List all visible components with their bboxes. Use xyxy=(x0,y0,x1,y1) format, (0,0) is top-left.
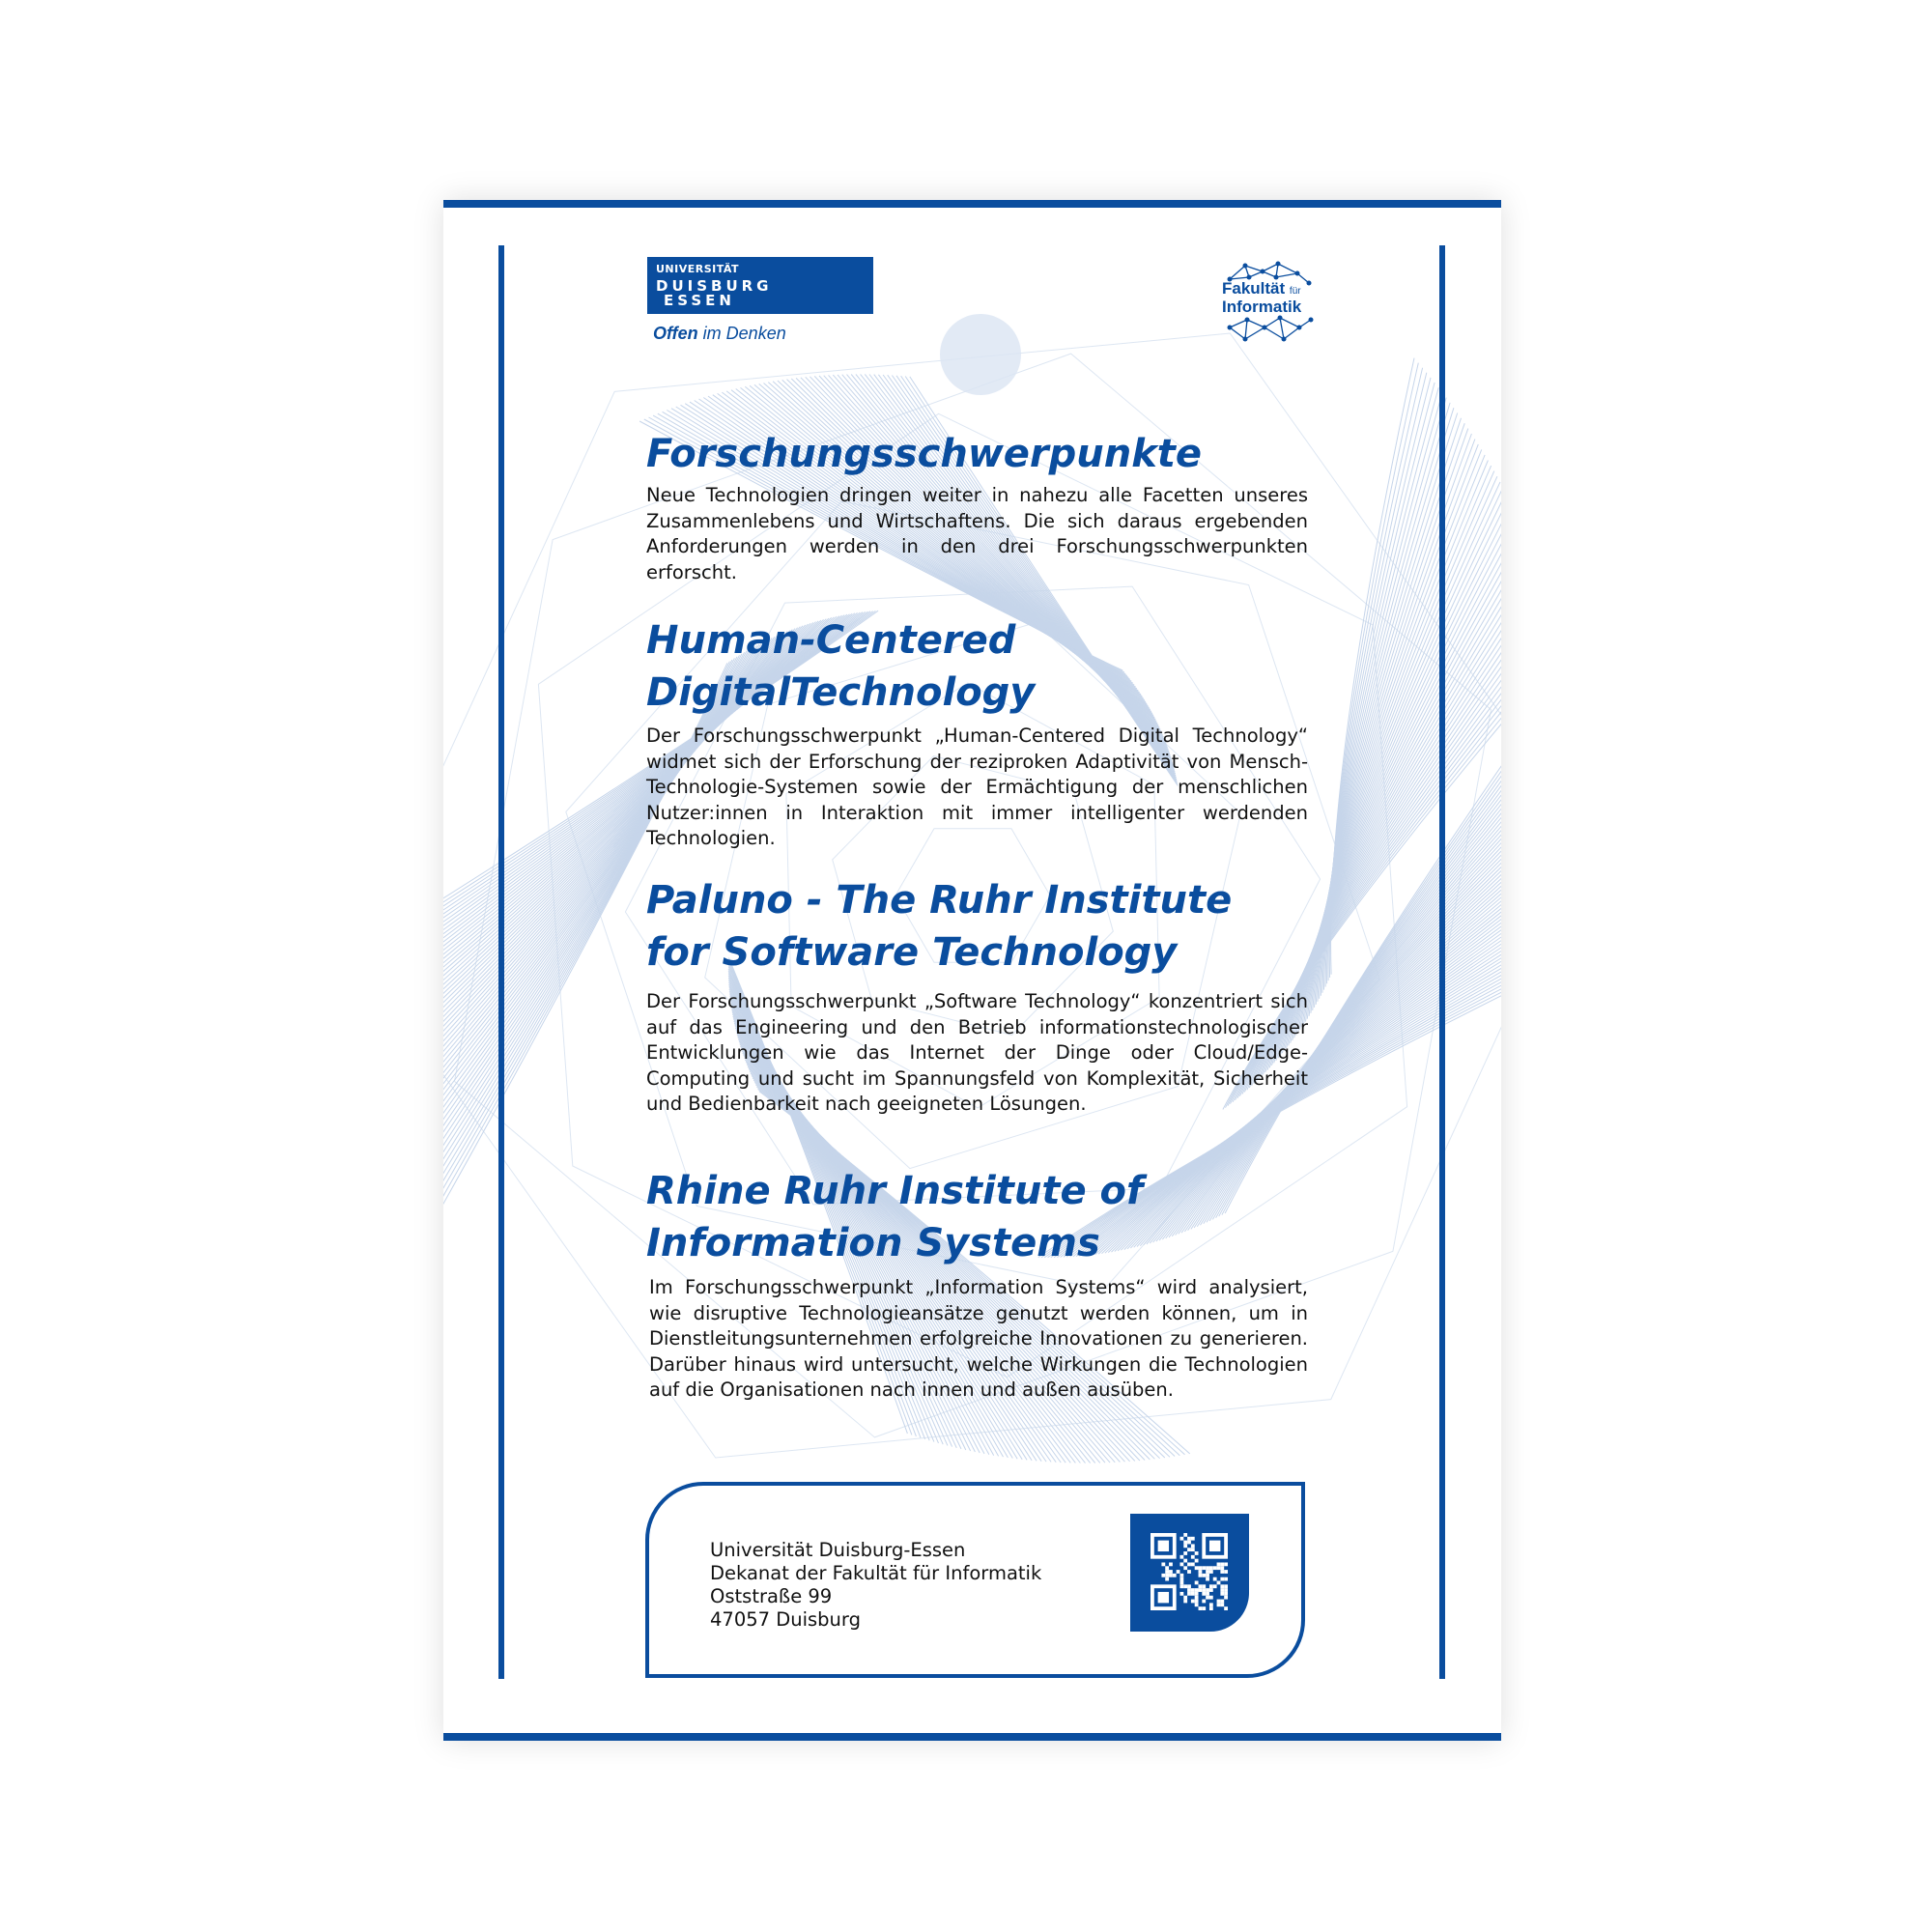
university-logo-line3: ESSEN xyxy=(664,292,735,309)
faculty-logo-line1: Fakultät für xyxy=(1222,279,1301,298)
university-logo xyxy=(647,257,873,314)
heading-paluno: Paluno - The Ruhr Institute for Software Technology xyxy=(646,878,1233,975)
left-frame-line xyxy=(498,245,504,1679)
contact-line-city: 47057 Duisburg xyxy=(710,1608,861,1631)
tagline-bold: Offen xyxy=(653,324,698,343)
faculty-logo-small: für xyxy=(1289,286,1301,297)
human-centered-paragraph: Der Forschungsschwerpunkt „Human-Centered Digital Technology“ widmet sich der Erforschung der reziproken Adaptivität von Mensch-Technologie-Systemen sowie der Ermächtigung der menschlichen Nutzer:innen in Interaktion mit immer intelligenter werdenden Technologien. xyxy=(646,724,1308,849)
contact-line-dekanat: Dekanat der Fakultät für Informatik xyxy=(710,1562,1042,1584)
right-frame-line xyxy=(1439,245,1445,1679)
rhine-ruhr-paragraph: Im Forschungsschwerpunkt „Information Systems“ wird analysiert, wie disruptive Technologieansätze genutzt werden können, um in Dienstleitungsunternehmen erfolgreiche Innovationen zu generieren. Darüber hinaus wird untersucht, welche Wirkungen die Technologien auf die Organisationen nach innen und außen ausüben. xyxy=(649,1276,1308,1401)
contact-line-university: Universität Duisburg-Essen xyxy=(710,1539,966,1561)
heading-rhine-ruhr: Rhine Ruhr Institute of Information Systems xyxy=(646,1169,1144,1265)
qr-code-tile[interactable] xyxy=(1130,1514,1249,1632)
faculty-logo-line2: Informatik xyxy=(1222,298,1302,316)
top-border-bar xyxy=(443,200,1501,208)
heading-human-centered: Human-Centered DigitalTechnology xyxy=(646,618,1036,715)
paluno-paragraph: Der Forschungsschwerpunkt „Software Technology“ konzentriert sich auf das Engineering und den Betrieb informationstechnologischer Entwicklungen wie das Internet der Dinge oder Cloud/Edge-Computing und sucht im Spannungsfeld von Komplexität, Sicherheit und Bedienbarkeit nach geeigneten Lösungen. xyxy=(646,990,1308,1115)
intro-paragraph: Neue Technologien dringen weiter in nahezu alle Facetten unseres Zusammenlebens und Wirtschaftens. Die sich daraus ergebenden Anforderungen werden in den drei Forschungsschwerpunkten erforscht. xyxy=(646,484,1308,583)
tagline-rest: im Denken xyxy=(697,324,786,343)
university-logo-line2: DUISBURG xyxy=(656,277,773,295)
university-logo-line1: UNIVERSITÄT xyxy=(656,263,740,275)
flyer-page xyxy=(443,200,1501,1741)
bottom-border-bar xyxy=(443,1733,1501,1741)
heading-forschungsschwerpunkte: Forschungsschwerpunkte xyxy=(646,432,1203,476)
university-tagline xyxy=(653,324,786,344)
qr-code-icon xyxy=(1151,1533,1228,1610)
contact-line-street: Oststraße 99 xyxy=(710,1585,833,1607)
